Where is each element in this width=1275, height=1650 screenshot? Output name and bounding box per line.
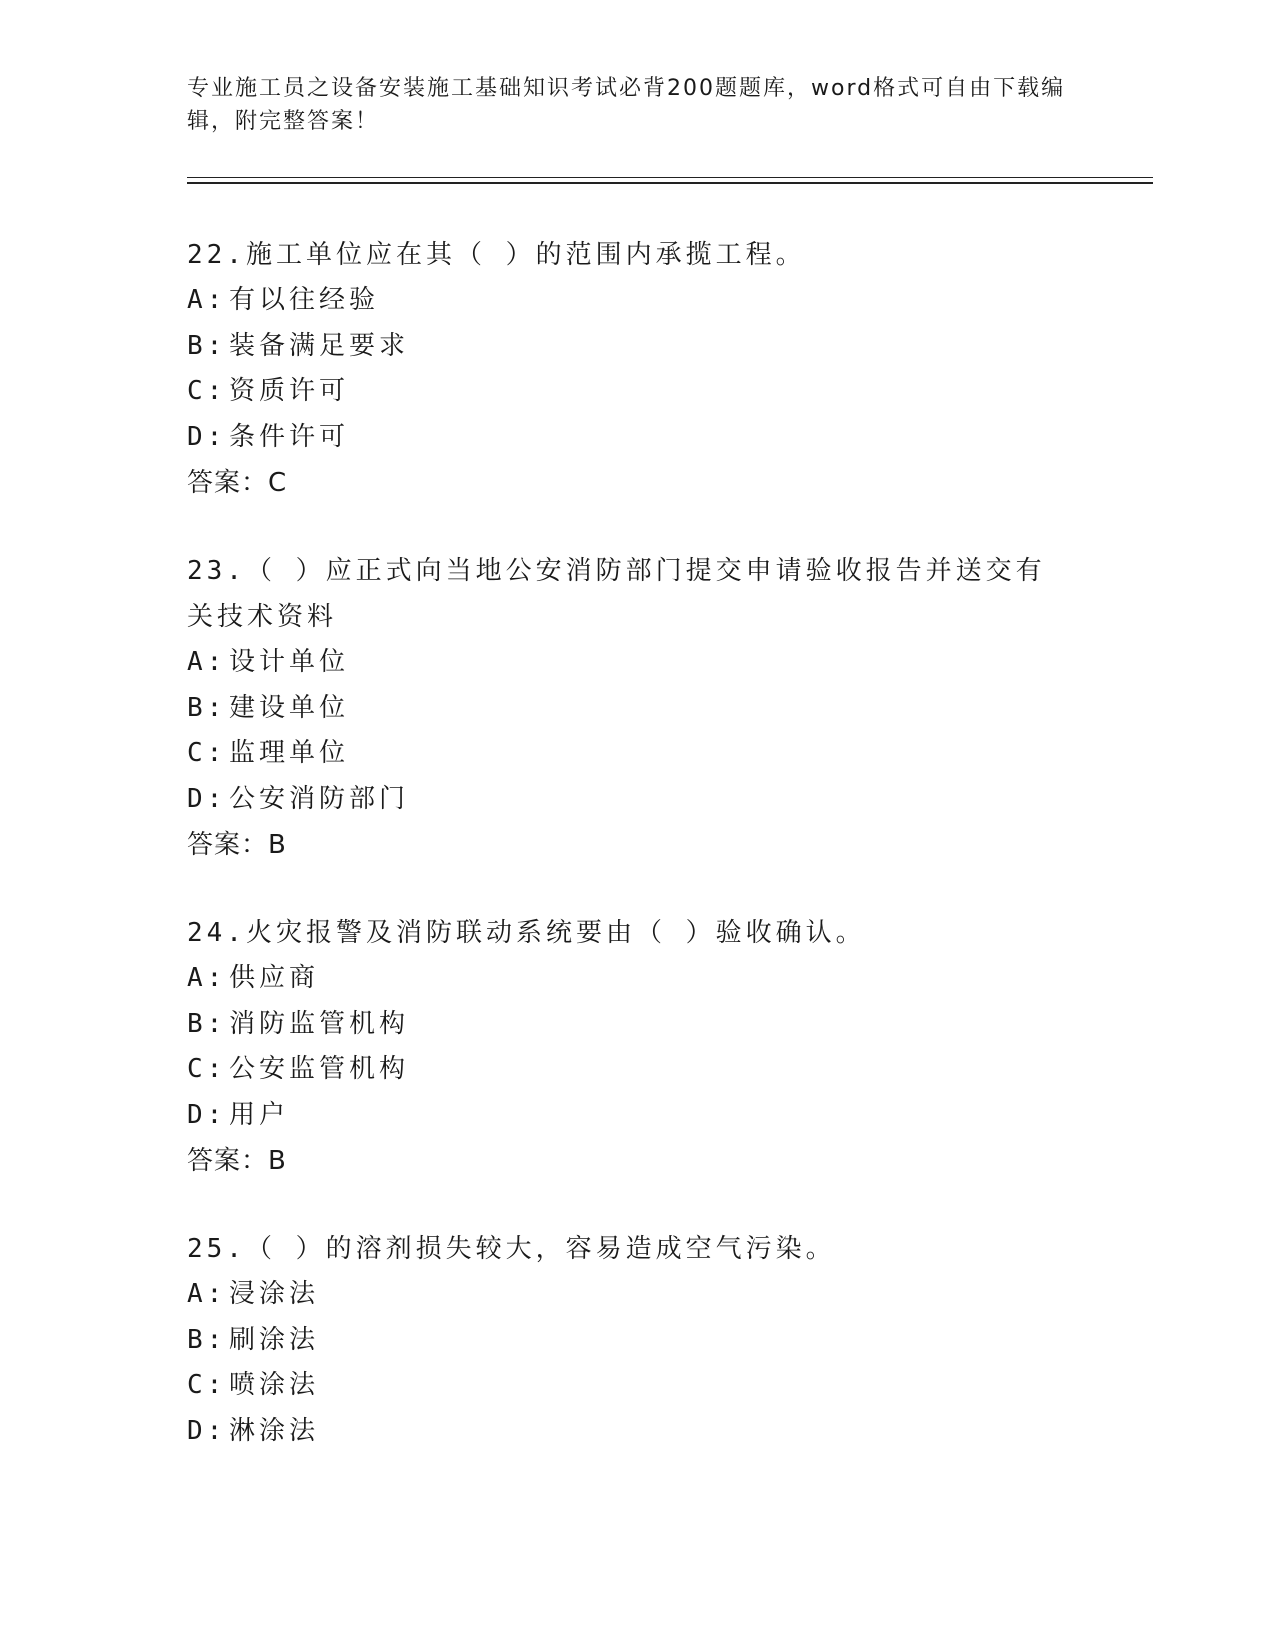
option-text: 资质许可: [229, 376, 350, 406]
option-letter: A:: [187, 963, 227, 993]
option-b: [187, 686, 1067, 732]
question-stem: 25.（ ）的溶剂损失较大，容易造成空气污染。: [187, 1234, 836, 1264]
option-a: [187, 956, 1067, 1002]
option-text: 淋涂法: [229, 1415, 320, 1446]
option-text: 建设单位: [229, 692, 350, 723]
option-text: 监理单位: [229, 738, 350, 768]
answer-line: 答案：B: [187, 1146, 287, 1176]
question-23: [187, 548, 1067, 868]
header-rule-thick: [187, 182, 1153, 184]
option-text: 喷涂法: [229, 1370, 320, 1400]
question-stem: 22.施工单位应在其（ ）的范围内承揽工程。: [187, 240, 806, 270]
option-d: [187, 415, 1067, 461]
option-letter: D:: [187, 1415, 227, 1446]
option-letter: C:: [187, 1054, 227, 1084]
option-text: 供应商: [229, 963, 320, 993]
answer-line: 答案：B: [187, 830, 287, 860]
question-stem: 24.火灾报警及消防联动系统要由（ ）验收确认。: [187, 918, 866, 948]
option-d: [187, 1409, 1067, 1455]
question-24: [187, 910, 1067, 1184]
option-letter: B:: [187, 692, 227, 723]
question-25: [187, 1226, 1067, 1454]
option-letter: A:: [187, 1279, 227, 1309]
option-c: [187, 369, 1067, 415]
option-text: 用户: [229, 1099, 290, 1130]
option-text: 公安消防部门: [229, 783, 410, 814]
option-b: [187, 1318, 1067, 1364]
option-d: [187, 1093, 1067, 1139]
question-stem: 23.（ ）应正式向当地公安消防部门提交申请验收报告并送交有关技术资料: [187, 556, 1046, 632]
document-header: 专业施工员之设备安装施工基础知识考试必背200题题库，word格式可自由下载编辑，附完整答案！: [187, 76, 1066, 134]
question-list: [187, 232, 1067, 1496]
option-text: 浸涂法: [229, 1279, 320, 1309]
answer-line: 答案：C: [187, 468, 288, 498]
option-letter: D:: [187, 1099, 227, 1130]
option-letter: D:: [187, 783, 227, 814]
option-letter: A:: [187, 285, 227, 315]
option-d: [187, 777, 1067, 823]
option-b: [187, 324, 1067, 370]
option-text: 设计单位: [229, 647, 350, 677]
option-text: 消防监管机构: [229, 1008, 410, 1039]
option-letter: B:: [187, 1008, 227, 1039]
option-letter: C:: [187, 738, 227, 768]
option-a: [187, 1272, 1067, 1318]
option-b: [187, 1002, 1067, 1048]
option-text: 有以往经验: [229, 285, 380, 315]
option-letter: C:: [187, 1370, 227, 1400]
option-letter: A:: [187, 647, 227, 677]
option-a: [187, 640, 1067, 686]
option-text: 刷涂法: [229, 1324, 320, 1355]
option-c: [187, 1363, 1067, 1409]
option-letter: C:: [187, 376, 227, 406]
option-text: 条件许可: [229, 421, 350, 452]
option-a: [187, 278, 1067, 324]
option-letter: D:: [187, 421, 227, 452]
option-text: 公安监管机构: [229, 1054, 410, 1084]
option-c: [187, 731, 1067, 777]
option-text: 装备满足要求: [229, 330, 410, 361]
option-letter: B:: [187, 1324, 227, 1355]
option-c: [187, 1047, 1067, 1093]
question-22: [187, 232, 1067, 506]
header-rule-thin: [187, 177, 1153, 178]
option-letter: B:: [187, 330, 227, 361]
